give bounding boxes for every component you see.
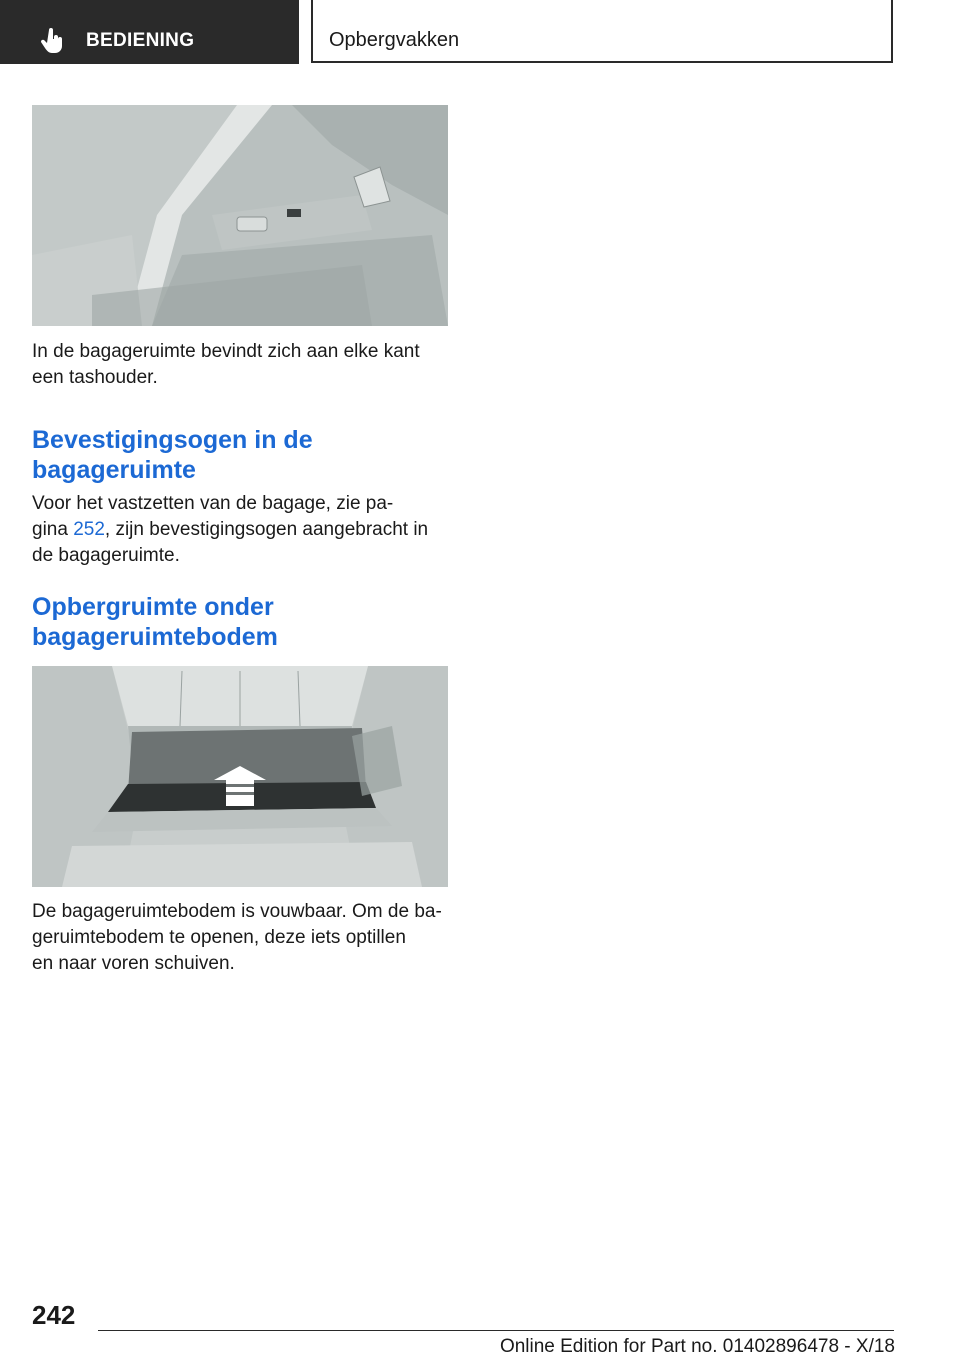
text-line: , zijn bevestigingsogen aangebracht in (104, 519, 429, 540)
heading-line: bagageruimtebodem (32, 623, 278, 651)
text-line: de bagageruimte. (32, 545, 180, 566)
text-line: geruimtebodem te openen, deze iets optillen (32, 927, 406, 948)
heading-line: Opbergruimte onder (32, 593, 274, 621)
heading-tie-down-eyes (32, 425, 452, 485)
text-line: een tashouder. (32, 367, 158, 388)
text-line: en naar voren schuiven. (32, 953, 235, 974)
section-label: BEDIENING (86, 30, 195, 51)
chapter-title: Opbergvakken (329, 29, 460, 51)
section-tab (0, 0, 299, 64)
text-line: gina (32, 519, 74, 540)
paragraph-tie-down-eyes (32, 491, 452, 569)
text-line: In de bagageruimte bevindt zich aan elke kant (32, 341, 420, 362)
edition-note: Online Edition for Part no. 01402896478 - X/18 (499, 1336, 895, 1357)
page-link-252[interactable]: 252 (73, 519, 105, 540)
text-line: De bagageruimtebodem is vouwbaar. Om de ba- (32, 901, 442, 922)
footer-divider (98, 1330, 894, 1331)
trunk-side-illustration (32, 105, 448, 326)
trunk-floor-illustration (32, 666, 448, 887)
heading-storage-under-floor (32, 592, 452, 652)
page-number: 242 (32, 1300, 76, 1330)
text-line: Voor het vastzetten van de bagage, zie pa- (32, 493, 394, 514)
heading-line: Bevestigingsogen in de (32, 426, 313, 454)
hand-pointer-icon (40, 28, 66, 54)
chapter-title-box (311, 0, 893, 63)
paragraph-bag-hook (32, 339, 452, 391)
heading-line: bagageruimte (32, 456, 196, 484)
paragraph-fold-floor (32, 899, 452, 977)
